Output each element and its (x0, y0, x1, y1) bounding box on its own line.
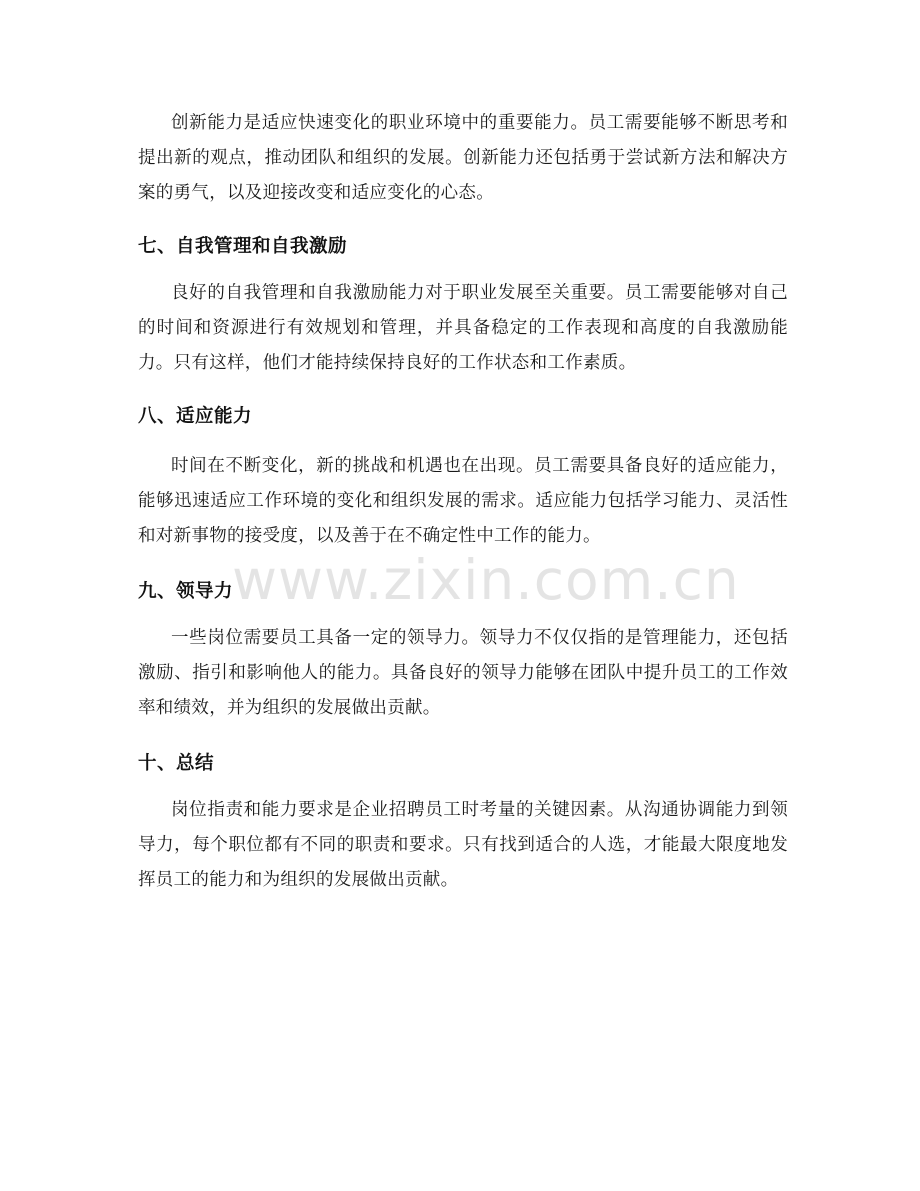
section-paragraph-adaptability: 时间在不断变化，新的挑战和机遇也在出现。员工需要具备良好的适应能力，能够迅速适应工作环境的变化和组织发展的需求。适应能力包括学习能力、灵活性和对新事物的接受度，以及善于在不确定性中工作的能力。 (138, 456, 788, 546)
section-paragraph-summary: 岗位指责和能力要求是企业招聘员工时考量的关键因素。从沟通协调能力到领导力，每个职位都有不同的职责和要求。只有找到适合的人选，才能最大限度地发挥员工的能力和为组织的发展做出贡献。 (138, 800, 788, 890)
section-heading-adaptability: 八、适应能力 (138, 406, 253, 427)
watermark-text: www.zixin.com.cn (232, 548, 740, 612)
section-heading-leadership: 九、领导力 (138, 581, 234, 602)
intro-paragraph: 创新能力是适应快速变化的职业环境中的重要能力。员工需要能够不断思考和提出新的观点，推动团队和组织的发展。创新能力还包括勇于尝试新方法和解决方案的勇气，以及迎接改变和适应变化的心态。 (138, 113, 788, 203)
section-heading-self-management: 七、自我管理和自我激励 (138, 236, 348, 257)
section-paragraph-self-management: 良好的自我管理和自我激励能力对于职业发展至关重要。员工需要能够对自己的时间和资源进行有效规划和管理，并具备稳定的工作表现和高度的自我激励能力。只有这样，他们才能持续保持良好的工作状态和工作素质。 (138, 283, 788, 373)
section-paragraph-leadership: 一些岗位需要员工具备一定的领导力。领导力不仅仅指的是管理能力，还包括激励、指引和影响他人的能力。具备良好的领导力能够在团队中提升员工的工作效率和绩效，并为组织的发展做出贡献。 (138, 628, 788, 718)
section-heading-summary: 十、总结 (138, 753, 215, 774)
